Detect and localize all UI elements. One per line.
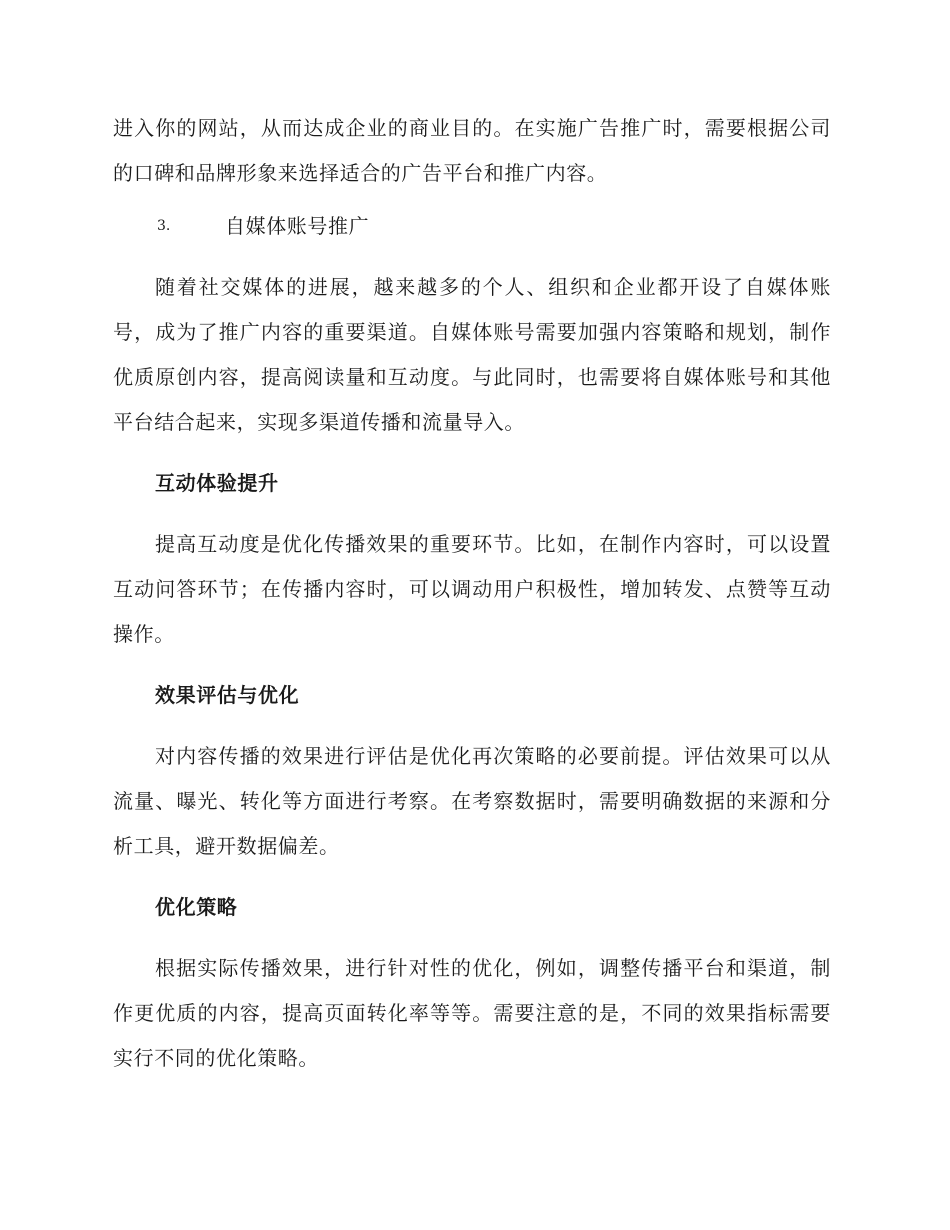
paragraph-evaluation: 对内容传播的效果进行评估是优化再次策略的必要前提。评估效果可以从流量、曝光、转化等方面进行考察。在考察数据时，需要明确数据的来源和分析工具，避开数据偏差。 bbox=[113, 744, 831, 858]
document-body bbox=[113, 106, 831, 1081]
paragraph-intro: 进入你的网站，从而达成企业的商业目的。在实施广告推广时，需要根据公司的口碑和品牌形象来选择适合的广告平台和推广内容。 bbox=[113, 116, 831, 185]
heading-strategy: 优化策略 bbox=[155, 895, 238, 919]
list-item-3 bbox=[113, 204, 831, 249]
paragraph-strategy: 根据实际传播效果，进行针对性的优化，例如，调整传播平台和渠道，制作更优质的内容，提高页面转化率等等。需要注意的是，不同的效果指标需要实行不同的优化策略。 bbox=[113, 956, 831, 1070]
list-number: 3. bbox=[157, 218, 171, 234]
list-item-label: 自媒体账号推广 bbox=[225, 214, 370, 238]
paragraph-self-media: 随着社交媒体的进展，越来越多的个人、组织和企业都开设了自媒体账号，成为了推广内容的重要渠道。自媒体账号需要加强内容策略和规划，制作优质原创内容，提高阅读量和互动度。与此同时，也需要将自媒体账号和其他平台结合起来，实现多渠道传播和流量导入。 bbox=[113, 275, 831, 434]
paragraph-interaction: 提高互动度是优化传播效果的重要环节。比如，在制作内容时，可以设置互动问答环节；在传播内容时，可以调动用户积极性，增加转发、点赞等互动操作。 bbox=[113, 532, 831, 646]
heading-evaluation: 效果评估与优化 bbox=[155, 683, 300, 707]
heading-interaction: 互动体验提升 bbox=[155, 471, 279, 495]
